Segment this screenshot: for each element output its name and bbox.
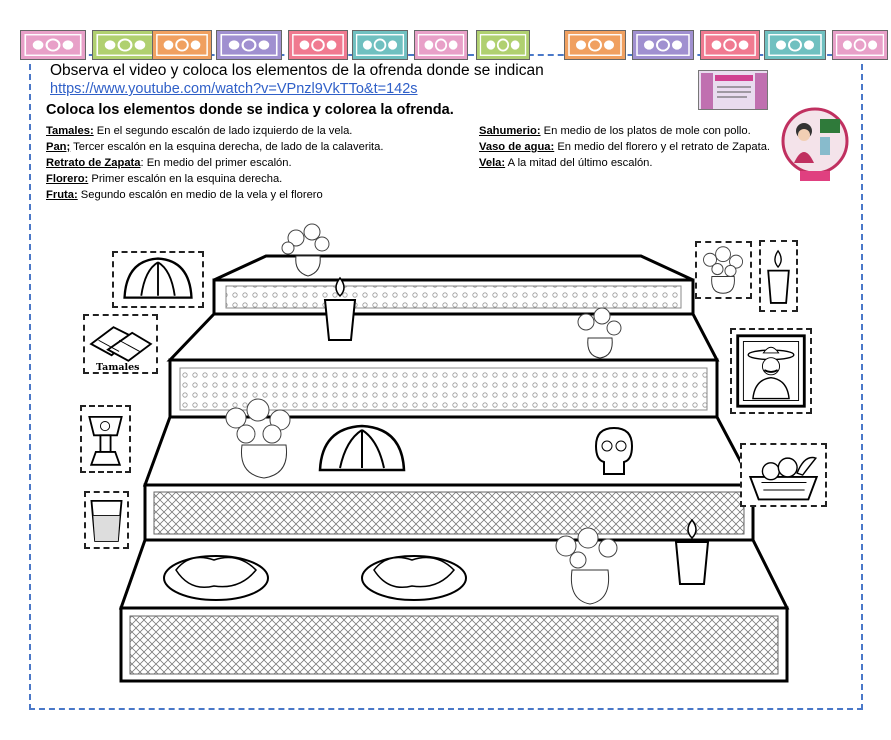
instruction-term: Retrato de Zapata <box>46 157 141 169</box>
instruction-term: Florero: <box>46 173 89 185</box>
cutout-sahumerio[interactable] <box>80 405 131 473</box>
intro-text: Observa el video y coloca los elementos de la ofrenda donde se indican <box>50 62 544 79</box>
instruction-text: Segundo escalón en medio de la vela y el florero <box>77 189 323 201</box>
instruction-text: En medio de los platos de mole con pollo. <box>540 125 751 137</box>
instruction-text: Tercer escalón en la esquina derecha, de lado de la calaverita. <box>70 141 384 153</box>
instruction-text: En el segundo escalón de lado izquierdo de la vela. <box>93 125 353 137</box>
instruction-text: A la mitad del último escalón. <box>505 157 653 169</box>
instruction-text: : En medio del primer escalón. <box>140 157 292 169</box>
cutout-florero[interactable] <box>695 241 752 299</box>
cutout-retrato-zapata[interactable] <box>730 328 812 414</box>
instruction-term: Vela: <box>479 157 506 169</box>
instruction-text: Primer escalón en la esquina derecha. <box>88 173 283 185</box>
cutout-pan[interactable] <box>112 251 204 308</box>
cutout-fruta[interactable] <box>740 443 827 507</box>
instruction-term: Vaso de agua: <box>479 141 555 153</box>
instruction-term: Sahumerio: <box>479 125 541 137</box>
altar-tier-1 <box>214 256 693 314</box>
cutout-vaso-de-agua[interactable] <box>84 491 129 549</box>
mole-plate-left <box>164 556 268 600</box>
instruction-term: Tamales: <box>46 125 94 137</box>
instruction-term: Pan; <box>46 141 71 153</box>
altar-tier-3 <box>145 417 753 540</box>
mole-plate-right <box>362 556 466 600</box>
video-link[interactable]: https://www.youtube.com/watch?v=VPnzl9VkTTo&t=142s <box>50 81 418 97</box>
instruction-term: Fruta: <box>46 189 78 201</box>
cutout-vela[interactable] <box>759 240 798 312</box>
tamales-label: Tamales <box>96 362 140 373</box>
instruction-text: En medio del florero y el retrato de Zapata. <box>554 141 771 153</box>
instructions-heading: Coloca los elementos donde se indica y colorea la ofrenda. <box>46 102 454 118</box>
